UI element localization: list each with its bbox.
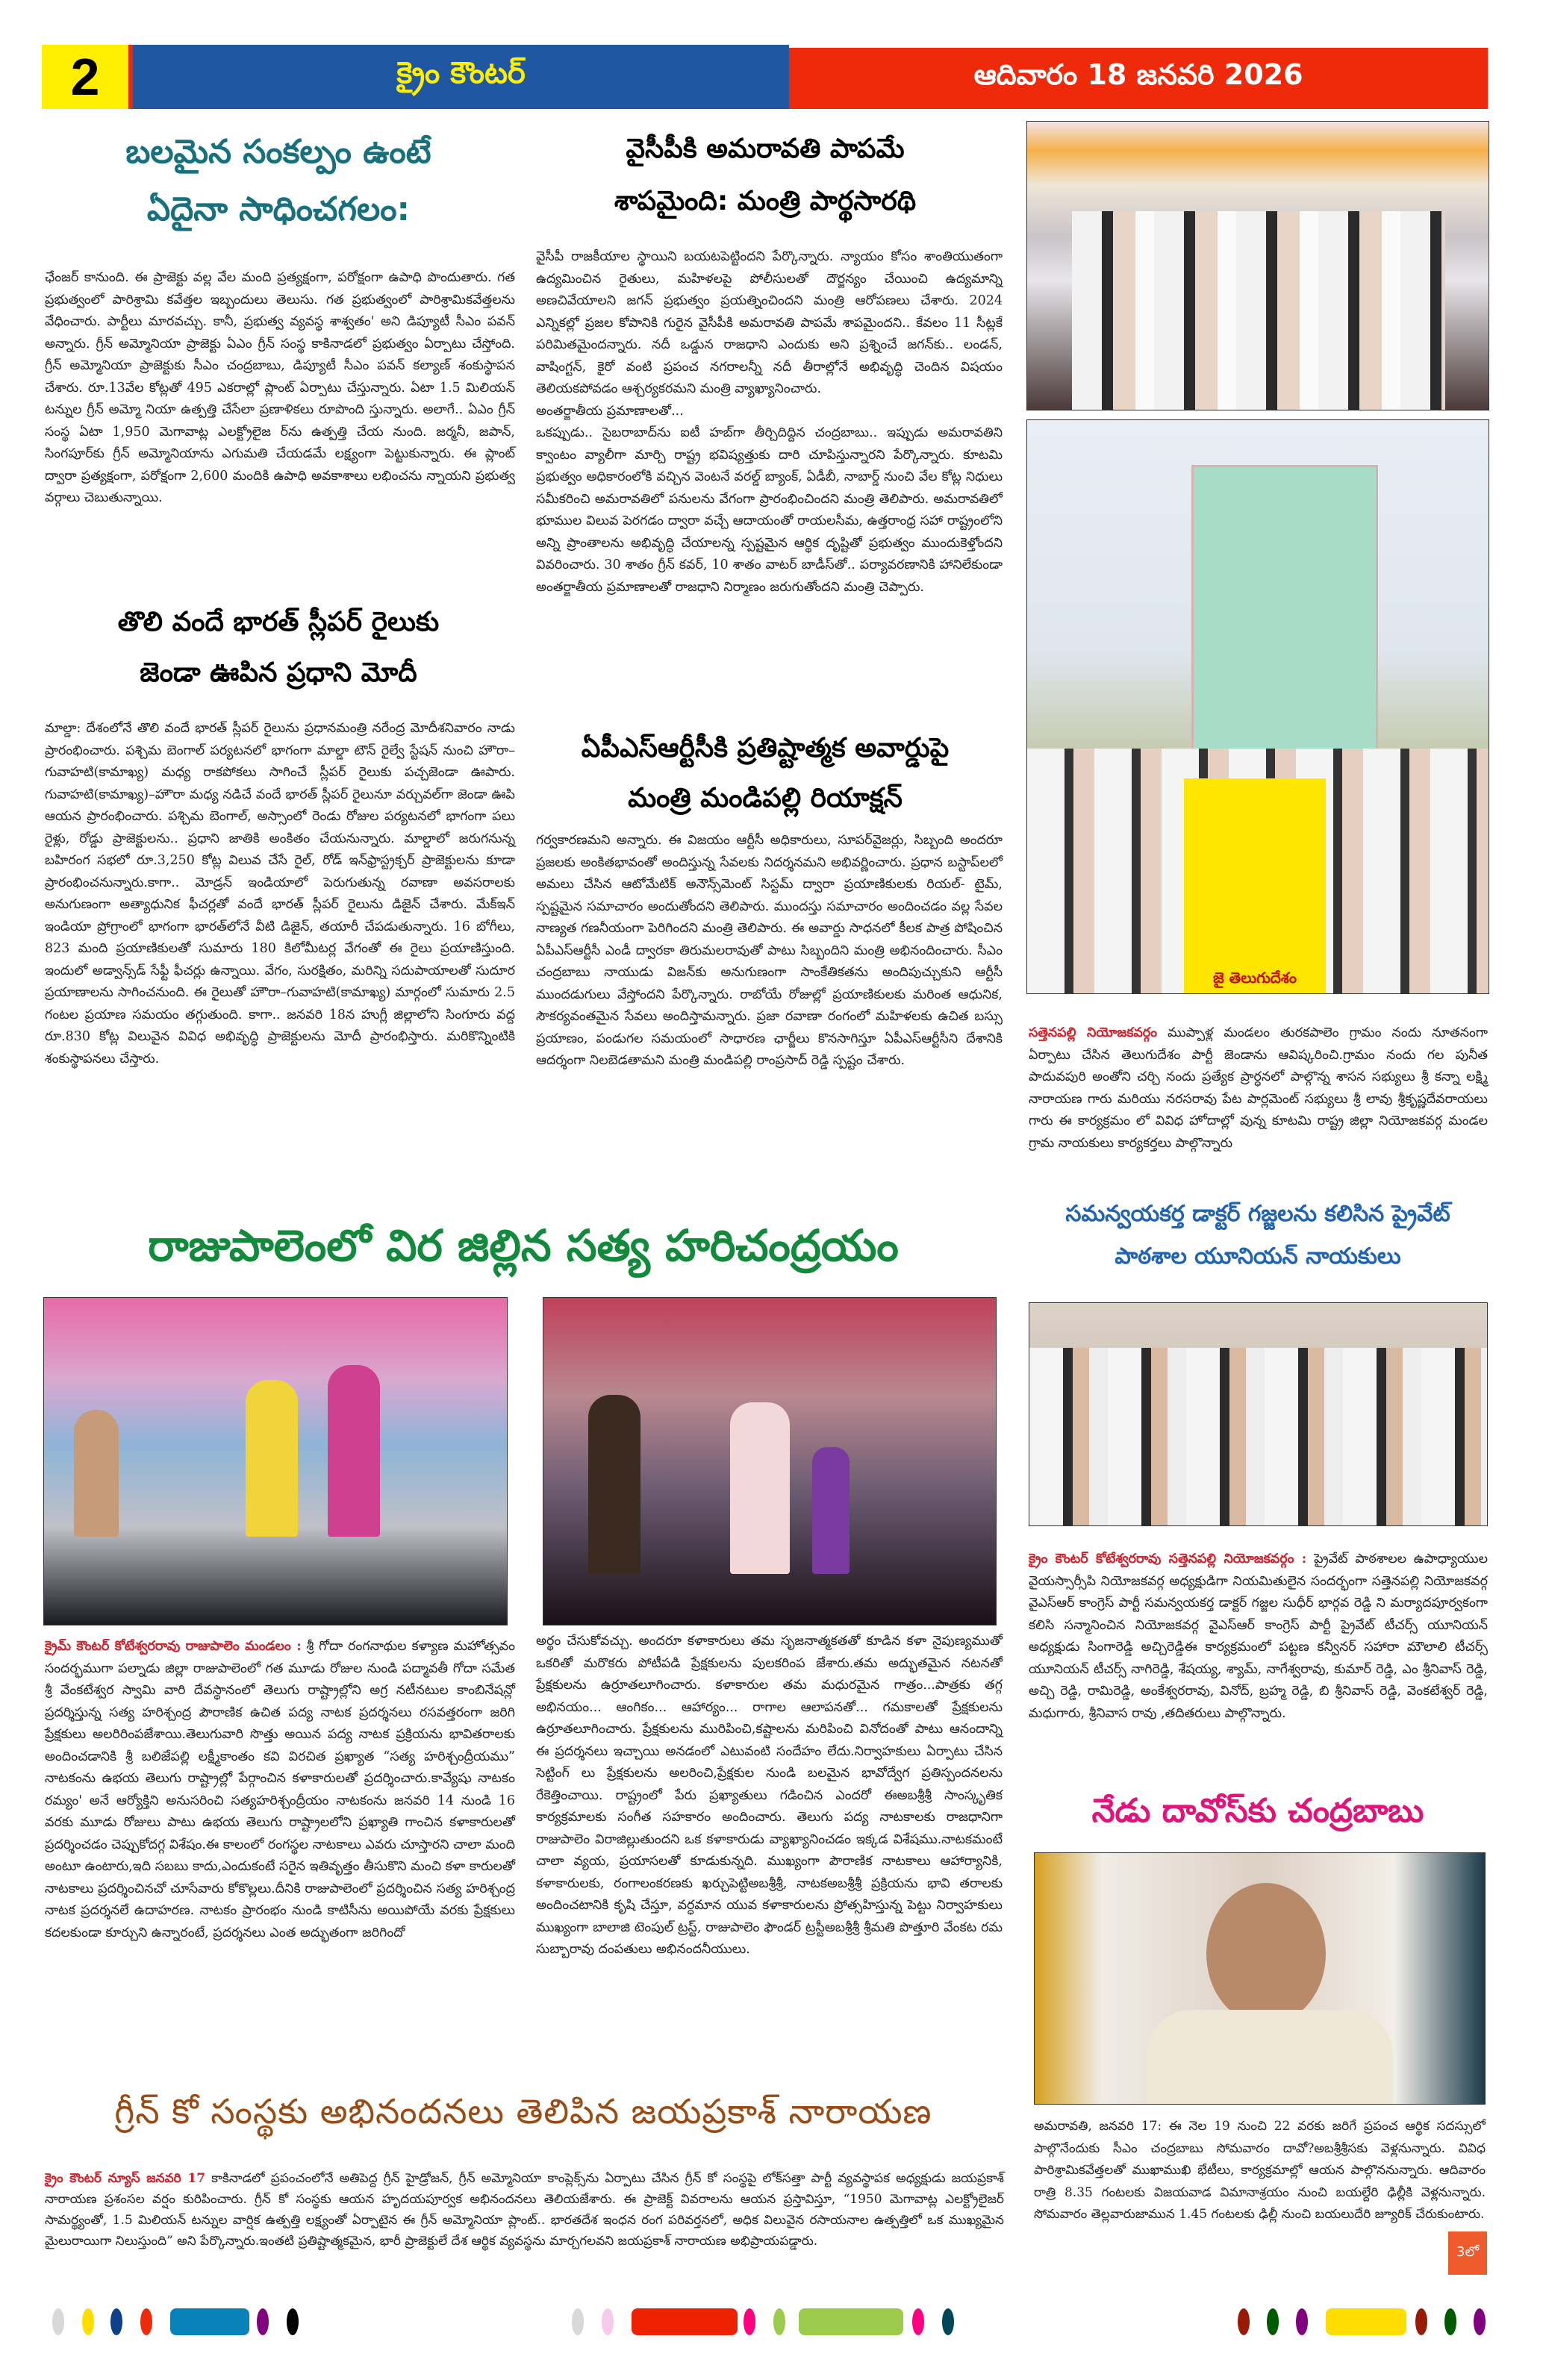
headline-line: తొలి వందే భారత్ స్లీపర్ రైలుకు <box>117 607 440 637</box>
article-body <box>45 1636 515 1944</box>
color-mark <box>632 2308 738 2335</box>
dateline: క్రైమ్ కౌంటర్ కోటేశ్వరరావు రాజుపాలెం మండలం : <box>45 1639 302 1654</box>
color-mark <box>744 2308 755 2335</box>
headline-line: ఏపీఎస్ఆర్టీసీకి ప్రతిష్టాత్మక అవార్డుపై <box>581 733 950 763</box>
color-mark <box>170 2308 249 2335</box>
headline-green-ammonia <box>42 123 515 238</box>
color-mark <box>1326 2308 1406 2335</box>
subhead: అంతర్జాతీయ ప్రమాణాలతో... <box>536 403 684 419</box>
color-mark <box>1267 2308 1279 2335</box>
color-mark <box>52 2308 64 2335</box>
photo-drama-stage-2 <box>543 1297 997 1625</box>
color-mark <box>257 2308 269 2335</box>
paragraph: శ్రీ గోదా రంగనాథుల కళ్యాణ మహోత్సవం సందర్భముగా పల్నాడు జిల్లా రాజుపాలెంలో గత మూడు రోజుల నుండి పద్మావతీ గోదా సమేత శ్రీ వేంకటేశ్వర స్వామి వారి దేవస్థానంలో తెలుగు రాష్ట్రాల్లోని అగ్ర నటీనటుల కాంబినేషన్లో ప్రదర్శిస్తున్న సత్య హరిశ్చంద్ర పౌరాణిక ఉచిత పద్య నాటక ప్రదర్శనలు రసవత్తరంగా జరిగి ప్రేక్షకులు అలరిరింపజేశాయి.తెలుగువారి సొత్తు అయిన పద్య నాటక ప్రక్రియను భావితరాలకు అందించడానికి శ్రీ బలిజేపల్లి లక్ష్మీకాంతం కవి విరచిత ప్రఖ్యాత “సత్య హరిశ్చంద్రీయము” నాటకంను ఉభయ తెలుగు రాష్ట్రాల్లో పేర్గాంచిన కళాకారులతో ప్రదర్శించారు.కావ్యేషు నాటకం రమ్యం' అనే ఆర్యోక్తిని అనుసరించి సత్యహరిశ్చంద్రీయం నాటకంను జనవరి 14 నుండి 16 వరకు మూడు రోజులు పాటు ఉభయ తెలుగు రాష్ట్రాలలోని ప్రఖ్యాతి గాంచిన కళాకారులతో ప్రదర్శించడం చెప్పుకోదగ్గ విశేషం.ఈ కాలంలో రంగస్థల నాటకాలు ఎవరు చూస్తారని చాలా మంది అంటూ ఉంటారు,ఇది సబబు కాదు,ఎందుకంటే సరైన ఇతివృత్తం తీసుకొని మంచి కళా కారులతో నాటకాలు ప్రదర్శించినచో చూసేవారు కోకొల్లలు.దీనికి రాజుపాలెంలో ప్రదర్శించిన సత్య హరిశ్చంద్ర నాటక ప్రదర్శనలే ఉదాహరణ. నాటకం ప్రారంభం నుండి కాటిసీను అయిపోయే వరకు ప్రేక్షకులు కదలకుండా కూర్చుని ఉన్నారంటే, ప్రదర్శనలు ఎంత అద్భుతంగా జరిగిందో <box>45 1639 515 1940</box>
color-mark <box>1444 2308 1456 2335</box>
color-mark <box>799 2308 903 2335</box>
color-mark <box>140 2308 152 2335</box>
headline-greenko: గ్రీన్ కో సంస్థకు అభినందనలు తెలిపిన జయప్రకాశ్ నారాయణ <box>114 2091 932 2131</box>
headline-line: మంత్రి మండిపల్లి రియాక్షన్ <box>628 782 903 813</box>
color-mark <box>572 2308 584 2335</box>
dateline: సత్తెనపల్లి నియోజకవర్గం <box>1029 1025 1158 1040</box>
color-mark <box>287 2308 299 2335</box>
photo-chandrababu <box>1034 1852 1486 2105</box>
headline-apsrtc <box>530 724 1000 823</box>
actor <box>812 1447 850 1574</box>
color-mark <box>82 2308 94 2335</box>
paragraph: కాకినాడలో ప్రపంచంలోనే అతిపెద్ద గ్రీన్ హైడ్రోజన్, గ్రీన్ అమ్మోనియా కాంప్లెక్స్‌ను ఏర్పాటు చేసిన గ్రీన్ కో సంస్థపై లోక్‌సత్తా పార్టీ వ్యవస్థాపక అధ్యక్షుడు జయప్రకాశ్ నారాయణ ప్రశంసల వర్షం కురిపించారు. గ్రీన్ కో సంస్థకు ఆయన హృదయపూర్వక అభినందనలు తెలియజేశారు. ఈ ప్రాజెక్ట్ వివరాలను ఆయన ప్రస్తావిస్తూ, “1950 మెగావాట్ల ఎలక్ట్రోలైజర్ సామర్థ్యంతో, 1.5 మిలియన్ టన్నుల వార్షిక ఉత్పత్తి లక్ష్యంతో ఏర్పాటైన ఈ గ్రీన్ అమ్మోనియా ప్లాంట్.. భారతదేశ ఇంధన రంగ పరివర్తనలో, అధిక విలువైన రసాయనాల ఉత్పత్తిలో ఒక ముఖ్యమైన మైలురాయిగా నిలుస్తుంది” అని పేర్కొన్నారు.ఇంతటి ప్రతిష్టాత్మకమైన, భారీ ప్రాజెక్టులే దేశ ఆర్థిక వ్యవస్థను మార్చగలవని జయప్రకాశ్ నారాయణ అభిప్రాయపడ్డారు. <box>45 2171 1005 2249</box>
actor <box>246 1380 298 1537</box>
paragraph: ఒకప్పుడు.. సైబరాబాద్‌ను ఐటీ హబ్‌గా తీర్చిదిద్దిన చంద్రబాబు.. ఇప్పుడు అమరావతిని క్వాంటం వ్యాలీగా మార్చి రాష్ట్ర భవిష్యత్తుకు దారి చూపిస్తున్నారని పేర్కొన్నారు. కూటమి ప్రభుత్వం అధికారంలోకి వచ్చిన వెంటనే వరల్డ్ బ్యాంక్, ఏడీబీ, నాబార్డ్ నుంచి వేల కోట్ల నిధులు సమీకరించి అమరావతిలో పనులను వేగంగా ప్రారంభించిందని మంత్రి తెలిపారు. అమరావతిలో భూముల విలువ పెరగడం ద్వారా వచ్చే ఆదాయంతో రాయలసీమ, ఉత్తరాంధ్ర సహా రాష్ట్రంలోని అన్ని ప్రాంతాలను అభివృద్ధి చేయాలన్న స్పష్టమైన ఆర్థిక దృష్టితో ప్రభుత్వం ముందుకెళ్తోందని వివరించారు. 30 శాతం గ్రీన్ కవర్, 10 శాతం వాటర్ బాడీస్‌తో.. పర్యావరణానికి హానిలేకుండా అంతర్జాతీయ ప్రమాణాలతో రాజధాని నిర్మాణం జరుగుతోందని మంత్రి చెప్పారు. <box>536 425 1003 595</box>
flag-pole-banner: జై తెలుగుదేశం <box>1184 778 1326 994</box>
photo-teachers-meeting <box>1029 1302 1488 1526</box>
actor <box>328 1365 380 1537</box>
paper-name: క్రైం కౌంటర్ <box>133 45 789 109</box>
article-body <box>536 246 1003 599</box>
actor <box>730 1402 790 1574</box>
photo-tdp-flag <box>1026 419 1489 994</box>
dateline: క్రైం కౌంటర్ కోటేశ్వరరావు సత్తెనపల్లి నియోజకవర్గం : <box>1029 1552 1307 1567</box>
headline-davos: నేడు దావోస్‌కు చంద్రబాబు <box>1091 1792 1424 1830</box>
article-body: గర్వకారణమని అన్నారు. ఈ విజయం ఆర్టీసీ అధికారులు, సూపర్‌వైజర్లు, సిబ్బంది అందరూ ప్రజలకు అంకితభావంతో అందిస్తున్న సేవలకు నిదర్శనమని అభివర్ణించారు. ప్రధాన బస్టాప్‌లలో అమలు చేసిన ఆటోమేటిక్ అనౌన్స్‌మెంట్ సిస్టమ్ ద్వారా ప్రయాణికులకు రియల్- టైమ్, స్పష్టమైన సమాచారం అందుతోందని తెలిపారు. ముందస్తు సమాచారం అందించడం వల్ల సేవల నాణ్యత గణనీయంగా పెరిగిందని మంత్రి తెలిపారు. ఈ అవార్డు సాధనలో కీలక పాత్ర పోషించిన ఏపీఎస్ఆర్టీసీ ఎండీ ద్వారకా తిరుమలరావుతో పాటు సిబ్బందిని మంత్రి అభినందించారు. సీఎం చంద్రబాబు నాయుడు విజన్‌కు అనుగుణంగా సాంకేతికతను అందిపుచ్చుకుని ఆర్టీసీ ముందడుగులు వేస్తోందని పేర్కొన్నారు. రాబోయే రోజుల్లో ప్రయాణికులకు మరింత ఆధునిక, సౌకర్యవంతమైన సేవలు అందిస్తామన్నారు. ప్రజా రవాణా రంగంలో మహిళలకు ఉచిత బస్సు ప్రయాణం, పండుగల సమయంలో సాధారణ ఛార్జీలు కొనసాగిస్తూ ఏపీఎస్ఆర్టీసీని దేశానికి ఆదర్శంగా నిలబెడతామని మంత్రి మండిపల్లి రాంప్రసాద్ రెడ్డి స్పష్టం చేశారు. <box>536 833 1003 1068</box>
headline-amaravati <box>530 123 1000 228</box>
article-body: ఛేంజర్ కానుంది. ఈ ప్రాజెక్టు వల్ల వేల మంది ప్రత్యక్షంగా, పరోక్షంగా ఉపాధి పొందుతారు. గత ప్రభుత్వంలో పారిశ్రామి కవేత్తల ఇబ్బందులు తెలుసు. గత ప్రభుత్వంలో పారిశ్రామికవేత్తలను వేధించారు. పార్టీలు మారవచ్చు. కానీ, ప్రభుత్వ వ్యవస్థ శాశ్వతం' అని డిప్యూటీ సీఎం పవన్ అన్నారు. గ్రీన్ అమ్మోనియా ప్రాజెక్టు ఏఎం గ్రీన్ సంస్థ కాకినాడలో ప్రభుత్వం ఏర్పాటు చేస్తోంది. గ్రీన్ అమ్మోనియా ప్రాజెక్టుకు సీఎం చంద్రబాబు, డిప్యూటీ సీఎం పవన్ కల్యాణ్ శంకుస్థాపన చేశారు. రూ.13వేల కోట్లతో 495 ఎకరాల్లో ప్లాంట్ ఏర్పాటు చేస్తున్నారు. ఏటా 1.5 మిలియన్ టన్నుల గ్రీన్ అమ్మో నియా ఉత్పత్తి చేసేలా ప్రణాళికలు రూపొంది స్తున్నారు. అలాగే.. ఏఎం గ్రీన్ సంస్థ ఏటా 1,950 మెగావాట్ల ఎలక్ట్రోలైజ ర్‌ను ఉత్పత్తి చేయ నుంది. జర్మనీ, జపాన్, సింగపూర్‌కు గ్రీన్ అమ్మోనియాను ఎగుమతి చేయడమే లక్ష్యంగా పెట్టుకున్నారు. ఈ ప్లాంట్ ద్వారా ప్రత్యక్షంగా, పరోక్షంగా 2,600 మందికి ఉపాధి అవకాశాలు లభించను న్నాయని ప్రభుత్వ వర్గాలు చెబుతున్నాయి. <box>45 270 515 505</box>
headline-line: బలమైన సంకల్పం ఉంటే <box>125 133 431 171</box>
building <box>1191 465 1378 778</box>
actor <box>74 1410 119 1537</box>
paragraph: వైసీపీ రాజకీయాల స్థాయిని బయటపెట్టిందని పేర్కొన్నారు. న్యాయం కోసం శాంతియుతంగా ఉద్యమించిన రైతులు, మహిళలపై పోలీసులతో దౌర్జన్యం చేయించి ఉద్యమాన్ని అణచివేయాలని జగన్ ప్రభుత్వం ప్రయత్నించిందని మంత్రి ఆరోపణలు చేశారు. 2024 ఎన్నికల్లో ప్రజల కోపానికి గురైన వైసీపీకి అమరావతి పాపమే శాపమైందని.. కేవలం 11 సీట్లకే పరిమితమైందన్నారు. నదీ ఒడ్డున రాజధాని ఎందుకు అని ప్రశ్నించే జగన్‌కు.. లండన్, వాషింగ్టన్, కైరో వంటి ప్రపంచ నగరాలన్నీ నదీ తీరాల్లోనే అభివృద్ధి చెందిన విషయం తెలియకపోవడం ఆశ్చర్యకరమని మంత్రి వ్యాఖ్యానించారు. <box>536 249 1003 396</box>
headline-line: జెండా ఊపిన ప్రధాని మోదీ <box>140 658 417 689</box>
paragraph: ముప్పాళ్ల మండలం తురకపాలెం గ్రామం నందు నూతనంగా ఏర్పాటు చేసిన తెలుగుదేశం పార్టీ జెండాను ఆవిష్కరించి.గ్రామం నందు గల పునీత పాదువపురి అంతోని చర్చి నందు ప్రత్యేక ప్రార్ధనలో పాల్గొన్న శాసన సభ్యులు శ్రీ కన్నా లక్ష్మి నారాయణ గారు మరియు నరసరావు పేట పార్లమెంట్ సభ్యులు శ్రీ లావు శ్రీకృష్ణదేవరాయలు గారు ఈ కార్యక్రమం లో వివిధ హోదాల్లో వున్న కూటమి రాష్ట్ర జిల్లా నియోజకవర్గ మండల గ్రామ నాయకులు కార్యకర్తలు పాల్గొన్నారు <box>1029 1025 1488 1151</box>
color-mark <box>773 2308 785 2335</box>
color-mark <box>1415 2308 1427 2335</box>
actor <box>588 1395 640 1574</box>
people-group <box>1072 211 1445 410</box>
color-mark <box>110 2308 122 2335</box>
color-mark <box>1474 2308 1486 2335</box>
headline-line: శాపమైంది: మంత్రి పార్థసారథి <box>614 186 917 217</box>
article-body <box>1029 1549 1488 1725</box>
paragraph: ప్రైవేట్ పాఠశాలల ఉపాధ్యాయుల వైయస్సార్సీపి నియోజకవర్గ అధ్యక్షుడిగా నియమితులైన సందర్భంగా సత్తెనపల్లి నియోజకవర్గ వైఎస్ఆర్ కాంగ్రెస్ పార్టీ సమన్వయకర్త డాక్టర్ గజ్జల సుధీర్ భార్గవ రెడ్డి ని మర్యాదపూర్వకంగా కలిసి సన్మానించిన నియోజకవర్గ వైఎస్ఆర్ కాంగ్రెస్ పార్టీ ప్రైవేట్ టీచర్స్ యూనియన్ అధ్యక్షుడు సింగారెడ్డి అచ్చిరెడ్డిఈ కార్యక్రమంలో పట్టణ కన్వీనర్ సహారా మౌలాలి టీచర్స్ యూనియన్ టీచర్స్ నాగిరెడ్డి, శేషయ్య, శ్యామ్, నాగేశ్వరావు, కుమార్ రెడ్డి, ఎం శ్రీనివాస్ రెడ్డి, అచ్చి రెడ్డి, రామిరెడ్డి, అంకేశ్వరరావు, వినోద్, బ్రహ్మ రెడ్డి, బి శ్రీనివాస్ రెడ్డి, వెంకటేశ్వర్ రెడ్డి, మధుగారు, శ్రీనివాస రావు ,తదితరులు పాల్గొన్నారు. <box>1029 1552 1488 1721</box>
photo-church-event <box>1026 121 1489 410</box>
photo-drama-stage-1 <box>43 1297 508 1625</box>
continued-on-page-3[interactable]: 3లో <box>1448 2231 1487 2275</box>
face <box>1206 1883 1326 2025</box>
issue-date: ఆదివారం 18 జనవరి 2026 <box>789 48 1488 109</box>
headline-line: వైసీపీకి అమరావతి పాపమే <box>626 134 905 164</box>
article-body: మాల్డా: దేశంలోనే తొలి వందే భారత్ స్లీపర్ రైలును ప్రధానమంత్రి నరేంద్ర మోదీశనివారం నాడు ప్రారంభించారు. పశ్చిమ బెంగాల్ పర్యటనలో భాగంగా మాల్డా టౌన్ రైల్వే స్టేషన్ నుంచి హౌరా–గువాహటి(కామాఖ్య) మధ్య రాకపోకలు సాగించే స్లీపర్ రైలుకు పచ్చజెండా ఊపారు. గువాహటి(కామాఖ్య)–హౌరా మధ్య నడిచే వందే భారత్ స్లీపర్ రైలునూ వర్చువల్‌గా జెండా ఊపి ఆయన ప్రారంభించారు. పశ్చిమ బెంగాల్, అస్సాంలో రెండు రోజుల పర్యటనలో భాగంగా పలు రైళ్లు, రోడ్డు ప్రాజెక్టులను.. ప్రధాని జాతికి అంకితం చేయనున్నారు. మాల్డాలో జరుగనున్న బహిరంగ సభలో రూ.3,250 కోట్ల విలువ చేసే రైల్, రోడ్ ఇన్‌ఫ్రాస్ట్రక్చర్ ప్రాజెక్టులను కూడా ప్రారంభించనున్నారు.కాగా.. మోడ్రన్ ఇండియాలో పెరుగుతున్న రవాణా అవసరాలకు అనుగుణంగా అత్యాధునిక ఫీచర్లతో వందే భారత్ స్లీపర్ రైలును డిజైన్ చేశారు. మేక్ఇన్ ఇండియా ప్రోగ్రాంలో భాగంగా భారత్‌లోనే వీటి డిజైన్, తయారీ చేపడుతున్నారు. 16 బోగీలు, 823 మంది ప్రయాణికులతో సుమారు 180 కిలోమీటర్ల వేగంతో ఈ రైలు ప్రయాణిస్తుంది. ఇందులో అడ్వాన్స్‌డ్ సేఫ్టీ ఫీచర్లు ఉన్నాయి. వేగం, సురక్షితం, మరిన్ని సదుపాయాలతో సుదూర ప్రయాణాలను సాగించనుంది. ఈ రైలుతో హౌరా–గువాహటి(కామాఖ్య) మార్గంలో సుమారు 2.5 గంటల ప్రయాణ సమయం తగ్గుతుంది. కాగా.. జనవరి 18న హుగ్లీ జిల్లాలోని సింగూరు వద్ద రూ.830 కోట్ల విలువైన వివిధ అభివృద్ధి ప్రాజెక్టులను మోదీ ప్రారంభిస్తారు. మరికొన్నింటికి శంకుస్థాపనలు చేస్తారు. <box>45 721 515 1066</box>
article-body <box>1029 1022 1488 1155</box>
dateline: క్రైం కౌంటర్ న్యూస్ జనవరి 17 <box>45 2171 206 2186</box>
headline-teachers-union <box>1026 1193 1489 1278</box>
color-mark <box>912 2308 924 2335</box>
page-number: 2 <box>42 45 133 109</box>
article-body <box>45 2168 1004 2252</box>
headline-line: పాఠశాల యూనియన్ నాయకులు <box>1115 1243 1401 1269</box>
color-mark <box>1296 2308 1308 2335</box>
color-mark <box>942 2308 954 2335</box>
article-body: అర్థం చేసుకోవచ్చు. అందరూ కళాకారులు తమ సృజనాత్మకతతో కూడిన కళా నైపుణ్యముతో ఒకరితో మరొకరు పోటీపడి ప్రేక్షకులను పులకరింప జేశారు.తమ అద్భుతమైన నటనతో ప్రేక్షకులను ఉర్రూతలూగించారు. కళాకారుల తమ మధురమైన గాత్రం...పాత్రకు తగ్గ అభినయం... ఆంగికం... ఆహార్యం... రాగాల ఆలాపనతో... గమకాలతో ప్రేక్షకులను ఉర్రూతలూగించారు. ప్రేక్షకులను మురిపించి,కష్టాలను మరిపించి వినోదంతో పాటు ఆనందాన్ని ఈ ప్రదర్శనలు ఇచ్చాయి అనడంలో ఎటువంటి సందేహం లేదు.నిర్వాహకులు ఏర్పాటు చేసిన సెట్టింగ్ లు ప్రేక్షకులను అలరించి,ప్రేక్షకుల నుండి బలమైన భావోద్వేగ ప్రతిస్పందనలను రేకెత్తించాయి. రాష్ట్రంలో పేరు ప్రఖ్యాతులు గడించిన ఎందరో ఈఅబశ్రీశ్రీ సాంస్కృతిక కార్యక్రమాలకు సంగీత సహకారం అందించారు. తెలుగు పద్య నాటకాలకు రాజధానిగా రాజుపాలెం విరాజిల్లుతుందని ఒక కళాకారుడు వ్యాఖ్యానించడం ఇక్కడ విశేషము.నాటకమంటే చాలా వ్యయ, ప్రయాసలతో కూడుకున్నది. ముఖ్యంగా పౌరాణిక నాటకాలు ఆహార్యానికి, కళాకారులకు, రంగాలంకరణకు ఖర్చుపెట్టిఅబశ్రీశ్రీ, నాటకఅబశ్రీశ్రీ ప్రక్రియను భావి తరాలకు అందించటానికి కృషి చేస్తూ, వర్ధమాన యువ కళాకారులను ప్రోత్సహిస్తున్న పెట్టు నిర్వాహకులు ముఖ్యంగా బాలాజి టెంపుల్ ట్రస్ట్, రాజుపాలెం ఫౌండర్ ట్రస్టీఅబశ్రీశ్రీ శ్రీమతి పొత్తూరి వేంకట రమ సుబ్బారావు దంపతులు అభినందనీయులు. <box>536 1634 1003 1957</box>
people-group <box>1029 1348 1488 1526</box>
color-mark <box>602 2308 614 2335</box>
headline-line: సమన్వయకర్త డాక్టర్ గజ్జలను కలిసిన ప్రైవేట్ <box>1065 1201 1450 1227</box>
headline-harishchandra: రాజుపాలెంలో విర జిల్లిన సత్య హరిచంద్రయం <box>148 1220 899 1271</box>
color-mark <box>1238 2308 1250 2335</box>
shirt <box>1147 2010 1393 2105</box>
article-body: అమరావతి, జనవరి 17: ఈ నెల 19 నుంచి 22 వరకు జరిగే ప్రపంచ ఆర్థిక సదస్సులో పాల్గొనేందుకు సీఎం చంద్రబాబు సోమవారం దావో?అబశ్రీశ్రీసకు వెళ్లనున్నారు. వివిధ పారిశ్రామికవేత్తలతో ముఖాముఖి భేటీలు, కార్యక్రమాల్లో ఆయన పాల్గొననున్నారు. ఆదివారం రాత్రి 8.35 గంటలకు విజయవాడ విమానాశ్రయం నుంచి బయల్దేరి ఢిల్లీకి వెళ్లనున్నారు. సోమవారం తెల్లవారుజామున 1.45 గంటలకు ఢిల్లీ నుంచి బయలుదేరి జ్యూరిక్ చేరుకుంటారు. <box>1034 2119 1486 2222</box>
headline-line: ఏదైనా సాధించగలం: <box>146 190 411 228</box>
headline-vande-bharat <box>42 597 515 699</box>
